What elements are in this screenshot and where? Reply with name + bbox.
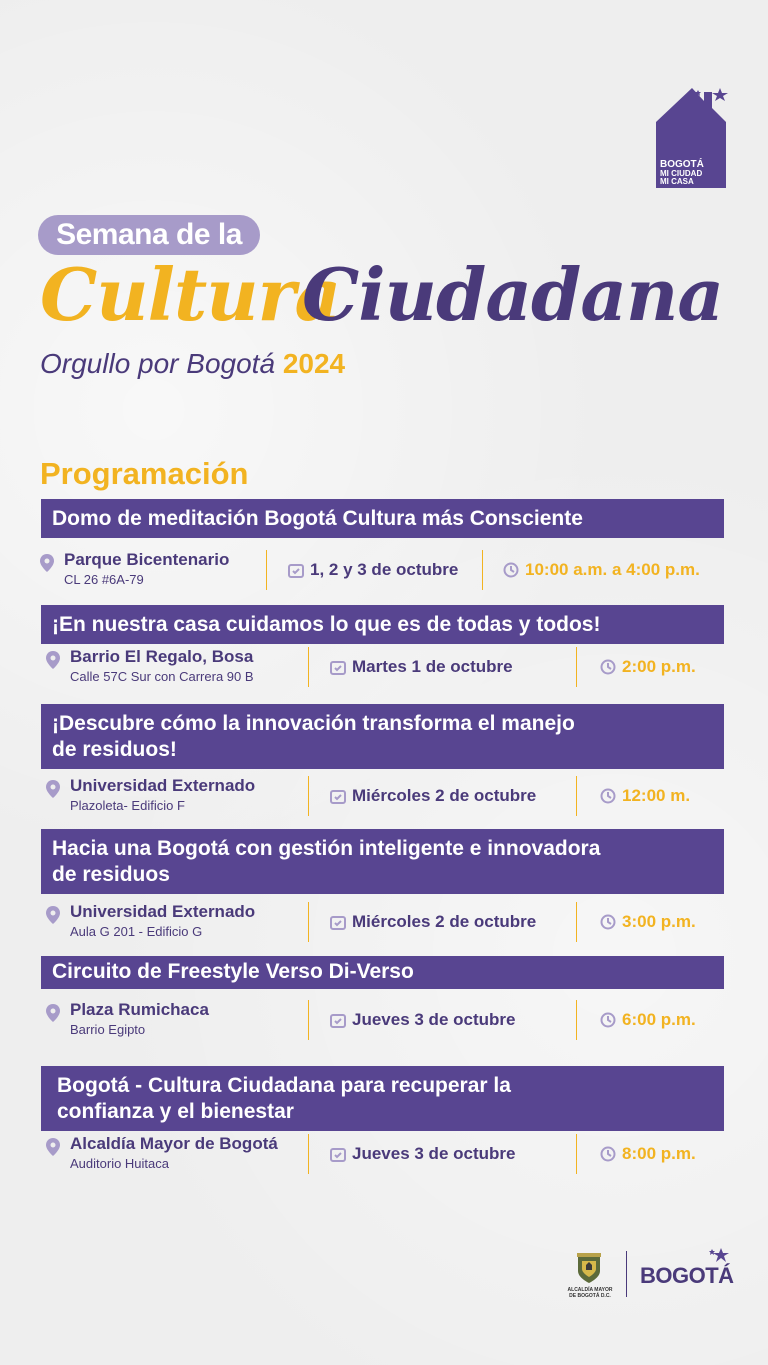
event-title-line1: Bogotá - Cultura Ciudadana para recuperar la	[57, 1074, 511, 1097]
location-pin-icon	[46, 1004, 60, 1022]
event-time-text: 10:00 a.m. a 4:00 p.m.	[525, 560, 700, 579]
event-title-line1: ¡Descubre cómo la innovación transforma el manejo	[52, 712, 575, 735]
event-address: Aula G 201 - Edificio G	[70, 924, 203, 939]
star-icon	[708, 1247, 730, 1265]
event-title-text: ¡En nuestra casa cuidamos lo que es de todas y todos!	[52, 613, 601, 636]
event-place: Parque Bicentenario	[64, 550, 230, 569]
event-time	[600, 657, 696, 677]
event-place: Universidad Externado	[70, 902, 256, 921]
divider	[576, 902, 577, 942]
event-address: Auditorio Huitaca	[70, 1156, 169, 1171]
event-place: Alcaldía Mayor de Bogotá	[70, 1134, 278, 1153]
subtitle	[40, 348, 345, 380]
event-time-text: 2:00 p.m.	[622, 657, 696, 676]
event-date	[330, 657, 513, 677]
title-ciudadana: Ciudadana	[302, 252, 723, 337]
location-pin-icon	[46, 780, 60, 798]
event-place: Barrio El Regalo, Bosa	[70, 647, 254, 666]
event-title	[41, 605, 724, 644]
event-date	[330, 786, 536, 806]
event-time	[600, 1010, 696, 1030]
divider	[308, 902, 309, 942]
event-title-line2: confianza y el bienestar	[57, 1100, 294, 1123]
location-pin-icon	[46, 906, 60, 924]
alcaldia-line1: ALCALDÍA MAYOR	[567, 1287, 613, 1293]
event-title-text: Domo de meditación Bogotá Cultura más Consciente	[52, 507, 583, 530]
divider	[576, 647, 577, 687]
location-pin-icon	[46, 651, 60, 669]
subtitle-year: 2024	[282, 348, 346, 379]
event-title	[41, 1066, 724, 1131]
divider	[308, 1134, 309, 1174]
event-time-text: 12:00 m.	[622, 786, 691, 805]
divider	[576, 1134, 577, 1174]
divider	[576, 1000, 577, 1040]
event-place: Plaza Rumichaca	[70, 1000, 209, 1019]
calendar-icon	[330, 914, 346, 930]
event-address: CL 26 #6A-79	[64, 572, 144, 587]
event-title	[41, 704, 724, 769]
footer-divider	[626, 1251, 627, 1297]
event-date-text: 1, 2 y 3 de octubre	[310, 560, 459, 579]
event-place: Universidad Externado	[70, 776, 256, 795]
divider	[308, 647, 309, 687]
calendar-icon	[330, 659, 346, 675]
divider	[576, 776, 577, 816]
event-title-line1: Hacia una Bogotá con gestión inteligente e innovadora	[52, 837, 601, 860]
event-info-row	[46, 902, 730, 942]
event-time-text: 3:00 p.m.	[622, 912, 696, 931]
footer	[560, 1245, 740, 1305]
event-title	[41, 499, 724, 538]
logo-line2: MI CIUDAD	[660, 169, 703, 178]
event-time-text: 8:00 p.m.	[622, 1144, 696, 1163]
semana-pill: Semana de la	[38, 215, 260, 255]
subtitle-text: Orgullo por Bogotá	[40, 348, 276, 379]
event-title-text: Circuito de Freestyle Verso Di-Verso	[52, 960, 414, 983]
location-pin-icon	[40, 554, 54, 572]
divider	[308, 776, 309, 816]
alcaldia-text	[560, 1287, 620, 1299]
event-time	[503, 560, 700, 580]
bogota-brand-logo: BOGOTÁ	[640, 1263, 734, 1288]
clock-icon	[600, 659, 616, 675]
event-title-line2: de residuos!	[52, 738, 177, 761]
clock-icon	[600, 788, 616, 804]
event-address: Calle 57C Sur con Carrera 90 B	[70, 669, 254, 684]
event-info-row	[40, 550, 724, 590]
clock-icon	[600, 914, 616, 930]
event-date	[330, 1010, 515, 1030]
title-cultura: Cultura	[40, 252, 341, 337]
event-date	[330, 912, 536, 932]
event-date	[330, 1144, 515, 1164]
logo-line3: MI CASA	[660, 177, 694, 186]
event-address: Plazoleta- Edificio F	[70, 798, 185, 813]
alcaldia-line2: DE BOGOTÁ D.C.	[569, 1293, 611, 1299]
event-info-row	[46, 1134, 730, 1174]
divider	[308, 1000, 309, 1040]
event-time	[600, 786, 690, 806]
calendar-icon	[330, 788, 346, 804]
clock-icon	[600, 1012, 616, 1028]
event-date-text: Jueves 3 de octubre	[352, 1144, 516, 1163]
calendar-icon	[288, 562, 304, 578]
divider	[482, 550, 483, 590]
event-info-row	[46, 1000, 730, 1040]
event-date	[288, 560, 458, 580]
event-title-line2: de residuos	[52, 863, 170, 886]
event-date-text: Miércoles 2 de octubre	[352, 786, 537, 805]
escudo-icon	[574, 1251, 604, 1285]
event-title	[41, 956, 724, 989]
clock-icon	[600, 1146, 616, 1162]
section-title: Programación	[40, 456, 249, 491]
event-title	[41, 829, 724, 894]
event-address: Barrio Egipto	[70, 1022, 146, 1037]
location-pin-icon	[46, 1138, 60, 1156]
event-date-text: Jueves 3 de octubre	[352, 1010, 516, 1029]
calendar-icon	[330, 1012, 346, 1028]
calendar-icon	[330, 1146, 346, 1162]
event-time	[600, 1144, 696, 1164]
event-info-row	[46, 647, 730, 687]
event-date-text: Martes 1 de octubre	[352, 657, 513, 676]
logo-text	[660, 160, 720, 186]
divider	[266, 550, 267, 590]
event-date-text: Miércoles 2 de octubre	[352, 912, 537, 931]
event-time	[600, 912, 696, 932]
logo-line1: BOGOTÁ	[660, 159, 704, 170]
event-time-text: 6:00 p.m.	[622, 1010, 696, 1029]
clock-icon	[503, 562, 519, 578]
event-info-row	[46, 776, 730, 816]
